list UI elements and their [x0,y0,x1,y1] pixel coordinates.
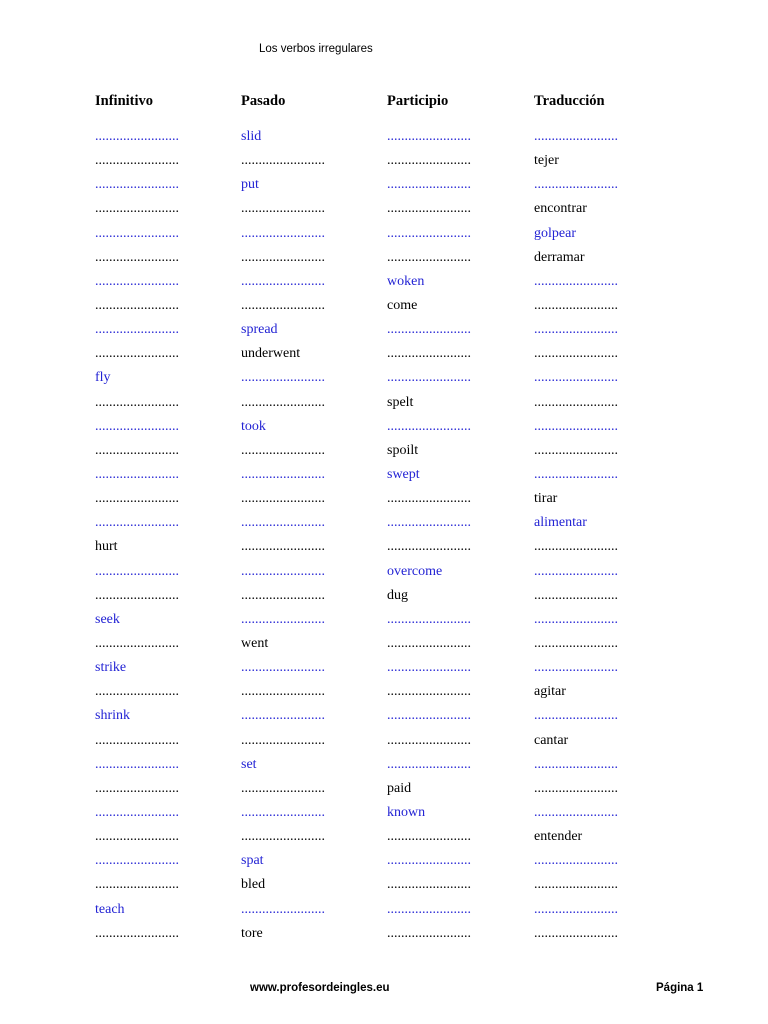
cell-traduccion: ........................ [534,611,618,627]
cell-pasado: ........................ [241,442,325,458]
table-row [0,318,768,342]
cell-infinitivo: seek [95,611,120,627]
cell-participio: ........................ [387,732,471,748]
table-row [0,222,768,246]
cell-traduccion: ........................ [534,804,618,820]
cell-pasado: ........................ [241,611,325,627]
table-row [0,246,768,270]
cell-participio: ........................ [387,153,471,169]
cell-participio: ........................ [387,708,471,724]
cell-pasado: ........................ [241,587,325,603]
cell-infinitivo: ........................ [95,563,179,579]
footer-website: www.profesordeingles.eu [250,982,390,994]
cell-pasado: ........................ [241,780,325,796]
cell-infinitivo: ........................ [95,780,179,796]
cell-pasado: ........................ [241,466,325,482]
cell-participio: ........................ [387,491,471,507]
cell-pasado: ........................ [241,539,325,555]
table-row [0,656,768,680]
cell-pasado: tore [241,925,263,941]
cell-participio: ........................ [387,635,471,651]
cell-traduccion: ........................ [534,780,618,796]
cell-infinitivo: fly [95,370,111,386]
table-row [0,608,768,632]
cell-participio: ........................ [387,370,471,386]
document-title: Los verbos irregulares [259,43,373,55]
cell-participio: paid [387,780,412,796]
cell-participio: ........................ [387,322,471,338]
cell-participio: ........................ [387,756,471,772]
cell-infinitivo: ........................ [95,587,179,603]
cell-infinitivo: ........................ [95,153,179,169]
cell-traduccion: ........................ [534,466,618,482]
table-row [0,729,768,753]
cell-traduccion: ........................ [534,925,618,941]
cell-infinitivo: ........................ [95,853,179,869]
table-row [0,149,768,173]
cell-participio: ........................ [387,539,471,555]
cell-infinitivo: ........................ [95,297,179,313]
table-row [0,584,768,608]
cell-participio: ........................ [387,684,471,700]
cell-infinitivo: ........................ [95,925,179,941]
cell-pasado: ........................ [241,708,325,724]
cell-participio: spelt [387,394,414,410]
table-row [0,777,768,801]
cell-traduccion: ........................ [534,442,618,458]
table-row [0,391,768,415]
cell-pasado: ........................ [241,370,325,386]
table-row [0,898,768,922]
cell-pasado: ........................ [241,804,325,820]
cell-traduccion: agitar [534,684,566,700]
cell-pasado: ........................ [241,563,325,579]
cell-pasado: ........................ [241,225,325,241]
cell-traduccion: ........................ [534,877,618,893]
cell-traduccion: entender [534,829,583,845]
verb-table-body [0,125,768,946]
cell-traduccion: ........................ [534,346,618,362]
table-row [0,366,768,390]
cell-participio: known [387,804,426,820]
cell-pasado: went [241,635,269,651]
cell-traduccion: ........................ [534,322,618,338]
cell-pasado: ........................ [241,297,325,313]
table-row [0,680,768,704]
cell-participio: swept [387,466,420,482]
cell-infinitivo: ........................ [95,201,179,217]
cell-pasado: ........................ [241,684,325,700]
cell-traduccion: ........................ [534,418,618,434]
cell-infinitivo: ........................ [95,684,179,700]
cell-infinitivo: ........................ [95,225,179,241]
table-row [0,560,768,584]
cell-infinitivo: ........................ [95,394,179,410]
cell-participio: ........................ [387,515,471,531]
cell-traduccion: ........................ [534,853,618,869]
cell-participio: ........................ [387,901,471,917]
cell-participio: ........................ [387,225,471,241]
cell-pasado: ........................ [241,901,325,917]
cell-infinitivo: ........................ [95,829,179,845]
cell-infinitivo: ........................ [95,804,179,820]
column-header-traduccion: Traducción [534,93,605,109]
cell-traduccion: encontrar [534,201,587,217]
table-row [0,342,768,366]
table-header [0,93,768,113]
cell-traduccion: ........................ [534,177,618,193]
cell-traduccion: alimentar [534,515,587,531]
cell-traduccion: ........................ [534,394,618,410]
cell-participio: ........................ [387,177,471,193]
cell-infinitivo: ........................ [95,273,179,289]
cell-participio: ........................ [387,418,471,434]
cell-infinitivo: ........................ [95,177,179,193]
column-header-infinitivo: Infinitivo [95,93,154,109]
cell-pasado: underwent [241,346,301,362]
table-row [0,294,768,318]
cell-infinitivo: ........................ [95,877,179,893]
cell-infinitivo: ........................ [95,322,179,338]
cell-pasado: ........................ [241,273,325,289]
table-row [0,753,768,777]
cell-traduccion: ........................ [534,297,618,313]
cell-participio: ........................ [387,346,471,362]
table-row [0,439,768,463]
cell-pasado: bled [241,877,266,893]
cell-traduccion: ........................ [534,539,618,555]
table-row [0,487,768,511]
cell-participio: come [387,297,418,313]
cell-pasado: ........................ [241,829,325,845]
cell-pasado: spat [241,853,264,869]
table-row [0,704,768,728]
table-row [0,511,768,535]
cell-participio: woken [387,273,425,289]
table-row [0,270,768,294]
table-row [0,632,768,656]
cell-pasado: spread [241,322,278,338]
cell-pasado: ........................ [241,515,325,531]
cell-pasado: ........................ [241,153,325,169]
table-row [0,825,768,849]
cell-traduccion: ........................ [534,756,618,772]
cell-traduccion: ........................ [534,129,618,144]
cell-participio: ........................ [387,829,471,845]
table-row [0,197,768,221]
cell-participio: spoilt [387,442,419,458]
table-row [0,849,768,873]
cell-traduccion: ........................ [534,660,618,676]
cell-pasado: ........................ [241,660,325,676]
cell-participio: ........................ [387,853,471,869]
cell-infinitivo: shrink [95,708,130,724]
cell-pasado: ........................ [241,201,325,217]
cell-traduccion: ........................ [534,708,618,724]
table-row [0,922,768,946]
table-row [0,801,768,825]
cell-traduccion: derramar [534,249,585,265]
cell-infinitivo: ........................ [95,635,179,651]
cell-infinitivo: strike [95,660,127,676]
cell-infinitivo: hurt [95,539,118,555]
cell-participio: dug [387,587,408,603]
table-row [0,873,768,897]
cell-infinitivo: ........................ [95,491,179,507]
cell-infinitivo: teach [95,901,125,917]
cell-traduccion: tirar [534,491,558,507]
cell-infinitivo: ........................ [95,515,179,531]
cell-traduccion: ........................ [534,563,618,579]
cell-infinitivo: ........................ [95,732,179,748]
cell-participio: ........................ [387,877,471,893]
cell-pasado: put [241,177,259,193]
cell-participio: ........................ [387,249,471,265]
cell-infinitivo: ........................ [95,756,179,772]
cell-traduccion: ........................ [534,635,618,651]
cell-traduccion: golpear [534,225,576,241]
cell-pasado: ........................ [241,732,325,748]
cell-participio: ........................ [387,201,471,217]
cell-pasado: ........................ [241,249,325,265]
cell-infinitivo: ........................ [95,129,179,144]
column-header-participio: Participio [387,93,449,109]
cell-pasado: ........................ [241,491,325,507]
cell-pasado: ........................ [241,394,325,410]
table-row [0,535,768,559]
table-row [0,125,768,149]
table-row [0,415,768,439]
cell-participio: ........................ [387,611,471,627]
cell-pasado: took [241,418,266,434]
cell-participio: ........................ [387,925,471,941]
cell-pasado: slid [241,129,262,144]
cell-traduccion: ........................ [534,370,618,386]
cell-infinitivo: ........................ [95,442,179,458]
table-row [0,463,768,487]
cell-infinitivo: ........................ [95,346,179,362]
cell-participio: ........................ [387,660,471,676]
cell-participio: overcome [387,563,443,579]
cell-participio: ........................ [387,129,471,144]
cell-traduccion: ........................ [534,901,618,917]
footer-page-number: Página 1 [656,982,704,994]
cell-pasado: set [241,756,257,772]
cell-infinitivo: ........................ [95,249,179,265]
table-row [0,173,768,197]
cell-traduccion: tejer [534,153,559,169]
column-header-pasado: Pasado [241,93,286,109]
cell-traduccion: cantar [534,732,569,748]
cell-traduccion: ........................ [534,587,618,603]
cell-traduccion: ........................ [534,273,618,289]
cell-infinitivo: ........................ [95,418,179,434]
cell-infinitivo: ........................ [95,466,179,482]
